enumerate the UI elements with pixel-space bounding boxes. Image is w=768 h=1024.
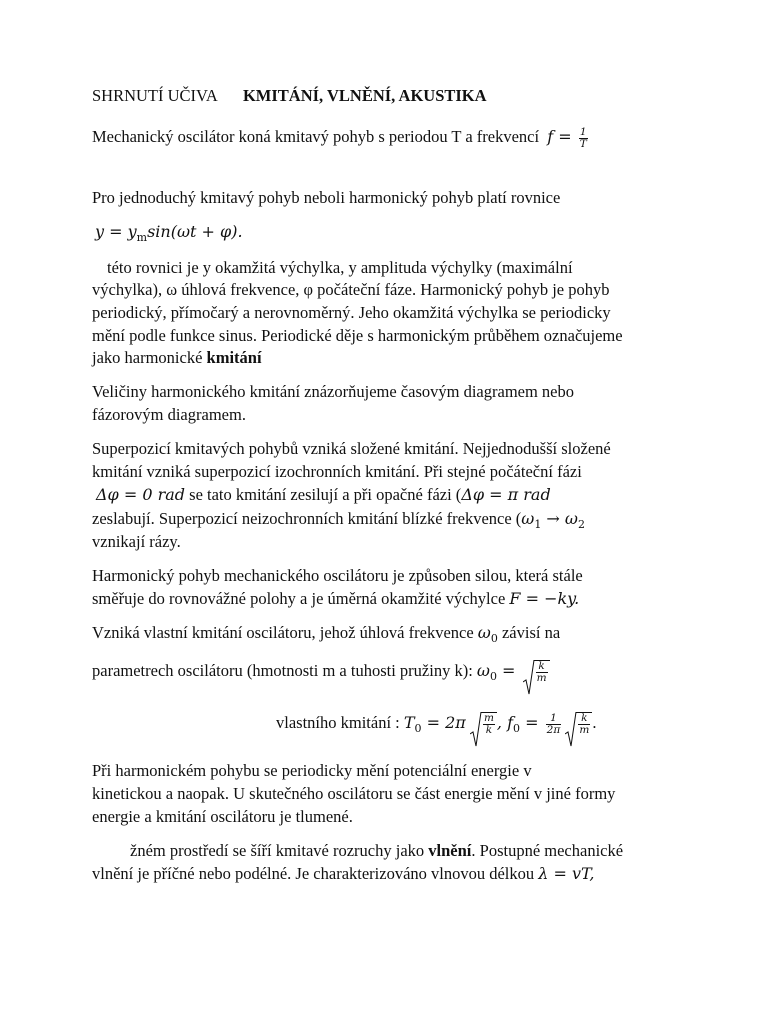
sqrt-denominator: m — [536, 672, 547, 685]
omega-0-equals: = — [496, 661, 516, 680]
wave-line-2-text: vlnění je příčné nebo podélné. Je charakterizováno vlnovou délkou — [92, 864, 539, 883]
sqrt-numerator: k — [536, 661, 548, 673]
force-line-1: Harmonický pohyb mechanického oscilátoru je způsoben silou, která stále — [92, 566, 583, 585]
freq-sqrt-denominator: m — [579, 724, 590, 737]
formula-end-dot: . — [592, 713, 597, 732]
freq-symbol: , f — [496, 713, 514, 732]
harmonic-keyword: kmitání — [206, 348, 262, 367]
harmonic-line-2: výchylka), ω úhlová frekvence, φ počáteční fáze. Harmonický pohyb je pohyb — [92, 280, 610, 299]
natural-freq-text: Vzniká vlastní kmitání oscilátoru, jehož úhlová frekvence — [92, 623, 478, 642]
equation-part-a: y = y — [95, 222, 137, 241]
omega-0-subscript: 0 — [490, 632, 498, 645]
energy-line-2: kinetickou a naopak. U skutečného oscilátoru se část energie mění v jiné formy — [92, 784, 616, 803]
omega-0: ω — [477, 623, 491, 642]
fraction-numerator: 1 — [579, 125, 587, 138]
natural-oscillation-formulas — [276, 712, 596, 740]
omega-0-formula: ω — [476, 661, 490, 680]
wave-line-1-text: žném prostředí se šíří kmitavé rozruchy jako — [130, 841, 429, 860]
diagram-line-2: fázorovým diagramem. — [92, 405, 246, 424]
omega-2-subscript: 2 — [577, 518, 585, 531]
energy-line-3: energie a kmitání oscilátoru je tlumené. — [92, 807, 353, 826]
omega-1: ω — [521, 509, 535, 528]
natural-freq-line-2 — [92, 660, 550, 688]
heading-title: KMITÁNÍ, VLNĚNÍ, AKUSTIKA — [242, 86, 487, 105]
period-sqrt-numerator: m — [483, 712, 494, 725]
freq-equals: = — [520, 713, 539, 732]
freq-fraction-numerator: 1 — [546, 713, 562, 725]
omega-1-subscript: 1 — [534, 518, 542, 531]
frequency-fraction — [579, 127, 588, 150]
natural-freq-end: závisí na — [497, 623, 561, 642]
fraction-denominator: T — [579, 137, 587, 150]
period-subscript: 0 — [414, 722, 422, 735]
natural-freq-line-1 — [92, 622, 560, 650]
freq-subscript: 0 — [513, 722, 521, 735]
omega-0-sqrt — [523, 660, 550, 684]
superposition-line-5: vznikají rázy. — [92, 532, 181, 551]
harmonic-line-5-text: jako harmonické — [92, 348, 207, 367]
force-formula: F = −ky. — [509, 589, 580, 608]
superposition-line-3 — [96, 484, 551, 506]
wavelength-formula: λ = vT, — [538, 864, 595, 883]
superposition-line-2: kmitání vzniká superpozicí izochronních kmitání. Při stejné počáteční fázi — [92, 462, 582, 481]
force-line-2-text: směřuje do rovnovážné polohy a je úměrná okamžité výchylce — [92, 589, 510, 608]
superposition-line-3-text: se tato kmitání zesilují a při opačné fázi ( — [185, 485, 462, 504]
diagram-line-1: Veličiny harmonického kmitání znázorňujeme časovým diagramem nebo — [92, 382, 575, 401]
wave-line-2 — [92, 863, 594, 885]
paragraph-oscillator — [92, 126, 588, 150]
freq-sqrt-numerator: k — [578, 713, 590, 725]
omega-0-formula-subscript: 0 — [489, 670, 497, 683]
wave-line-1-end: . Postupné mechanické — [471, 841, 624, 860]
wave-keyword: vlnění — [428, 841, 472, 860]
freq-fraction — [546, 713, 562, 736]
period-symbol: T — [403, 713, 415, 732]
parameters-text: parametrech oscilátoru (hmotnosti m a tuhosti pružiny k): — [92, 661, 477, 680]
wave-line-1 — [130, 840, 623, 862]
harmonic-line-3: periodický, přímočarý a nerovnoměrný. Jeho okamžitá výchylka se periodicky — [92, 303, 611, 322]
harmonic-line-5 — [92, 347, 262, 369]
document-heading — [92, 85, 487, 107]
phase-opposite-math: Δφ = π rad — [461, 485, 551, 504]
freq-sqrt — [565, 712, 592, 736]
force-line-2 — [92, 588, 579, 610]
equation-part-b: sin(ωt + φ). — [147, 222, 243, 241]
paragraph-harmonic-intro: Pro jednoduchý kmitavý pohyb neboli harmonický pohyb platí rovnice — [92, 188, 561, 207]
natural-oscillation-label: vlastního kmitání : — [276, 713, 404, 732]
heading-left: SHRNUTÍ UČIVA — [92, 86, 217, 105]
frequency-formula-lhs: f = — [547, 127, 572, 146]
freq-fraction-denominator: 2π — [546, 723, 561, 736]
omega-arrow: → ω — [541, 509, 578, 528]
superposition-line-4-text: zeslabují. Superpozicí neizochronních kmitání blízké frekvence ( — [92, 509, 522, 528]
period-equals: = 2π — [421, 713, 466, 732]
harmonic-equation — [95, 221, 243, 249]
superposition-line-1: Superpozicí kmitavých pohybů vzniká složené kmitání. Nejjednodušší složené — [92, 439, 611, 458]
equation-subscript: m — [136, 231, 148, 244]
period-sqrt-denominator: k — [485, 724, 493, 737]
energy-line-1: Při harmonickém pohybu se periodicky mění potenciální energie v — [92, 761, 532, 780]
harmonic-line-4: mění podle funkce sinus. Periodické děje s harmonickým průběhem označujeme — [92, 326, 623, 345]
period-sqrt — [470, 712, 497, 736]
oscillator-text: Mechanický oscilátor koná kmitavý pohyb s periodou T a frekvencí — [92, 127, 540, 146]
harmonic-line-1: této rovnici je y okamžitá výchylka, y amplituda výchylky (maximální — [107, 258, 573, 277]
phase-equal-math: Δφ = 0 rad — [96, 485, 186, 504]
